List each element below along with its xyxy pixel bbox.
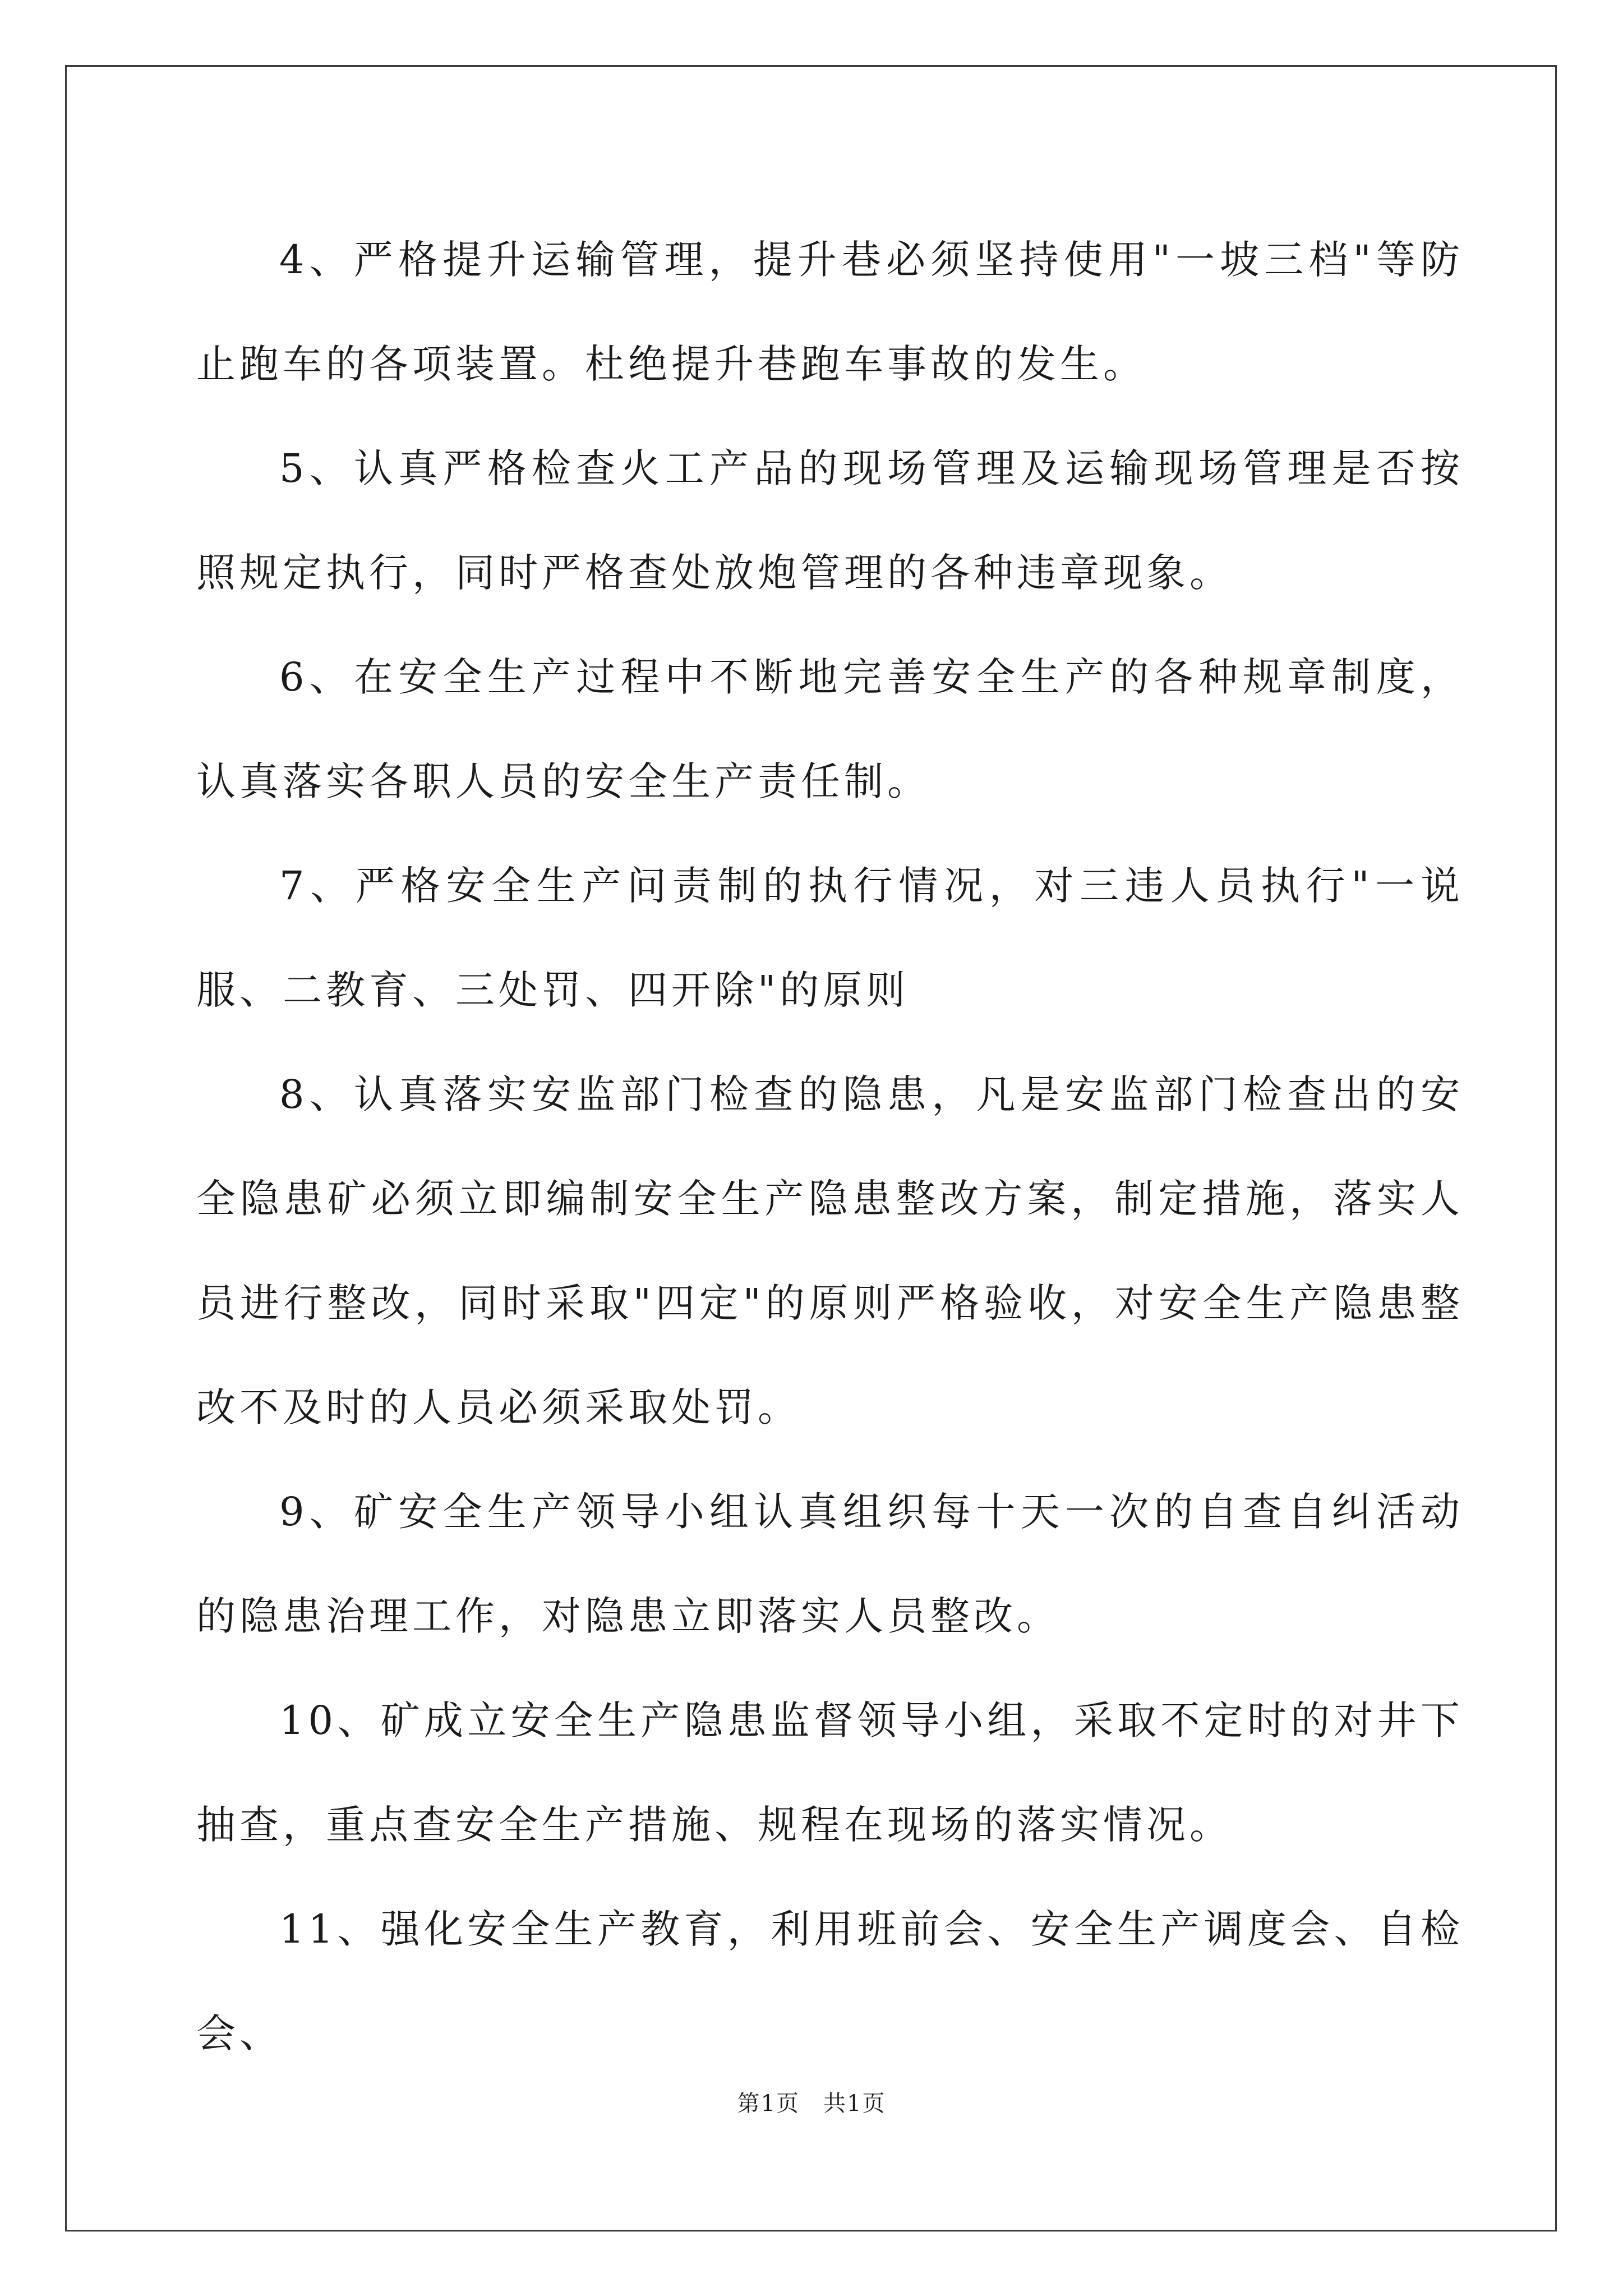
paragraph-7: 7、严格安全生产问责制的执行情况，对三违人员执行"一说服、二教育、三处罚、四开除"的原则 <box>196 863 1464 1013</box>
paragraph-4: 4、严格提升运输管理，提升巷必须坚持使用"一坡三档"等防止跑车的各项装置。杜绝提升巷跑车事故的发生。 <box>196 237 1464 387</box>
paragraph-5: 5、认真严格检查火工产品的现场管理及运输现场管理是否按照规定执行，同时严格查处放炮管理的各种违章现象。 <box>196 445 1464 596</box>
paragraph-11: 11、强化安全生产教育，利用班前会、安全生产调度会、自检会、 <box>196 1906 1464 2056</box>
paragraph-10: 10、矿成立安全生产隐患监督领导小组，采取不定时的对井下抽查，重点查安全生产措施、规程在现场的落实情况。 <box>196 1697 1464 1848</box>
document-body <box>196 208 1464 2086</box>
paragraph-8: 8、认真落实安监部门检查的隐患，凡是安监部门检查出的安全隐患矿必须立即编制安全生产隐患整改方案，制定措施，落实人员进行整改，同时采取"四定"的原则严格验收，对安全生产隐患整改不及时的人员必须采取处罚。 <box>196 1071 1464 1430</box>
paragraph-9: 9、矿安全生产领导小组认真组织每十天一次的自查自纠活动的隐患治理工作，对隐患立即落实人员整改。 <box>196 1489 1464 1639</box>
page-footer: 第1页 共1页 <box>737 2091 886 2116</box>
paragraph-6: 6、在安全生产过程中不断地完善安全生产的各种规章制度，认真落实各职人员的安全生产责任制。 <box>196 654 1464 804</box>
